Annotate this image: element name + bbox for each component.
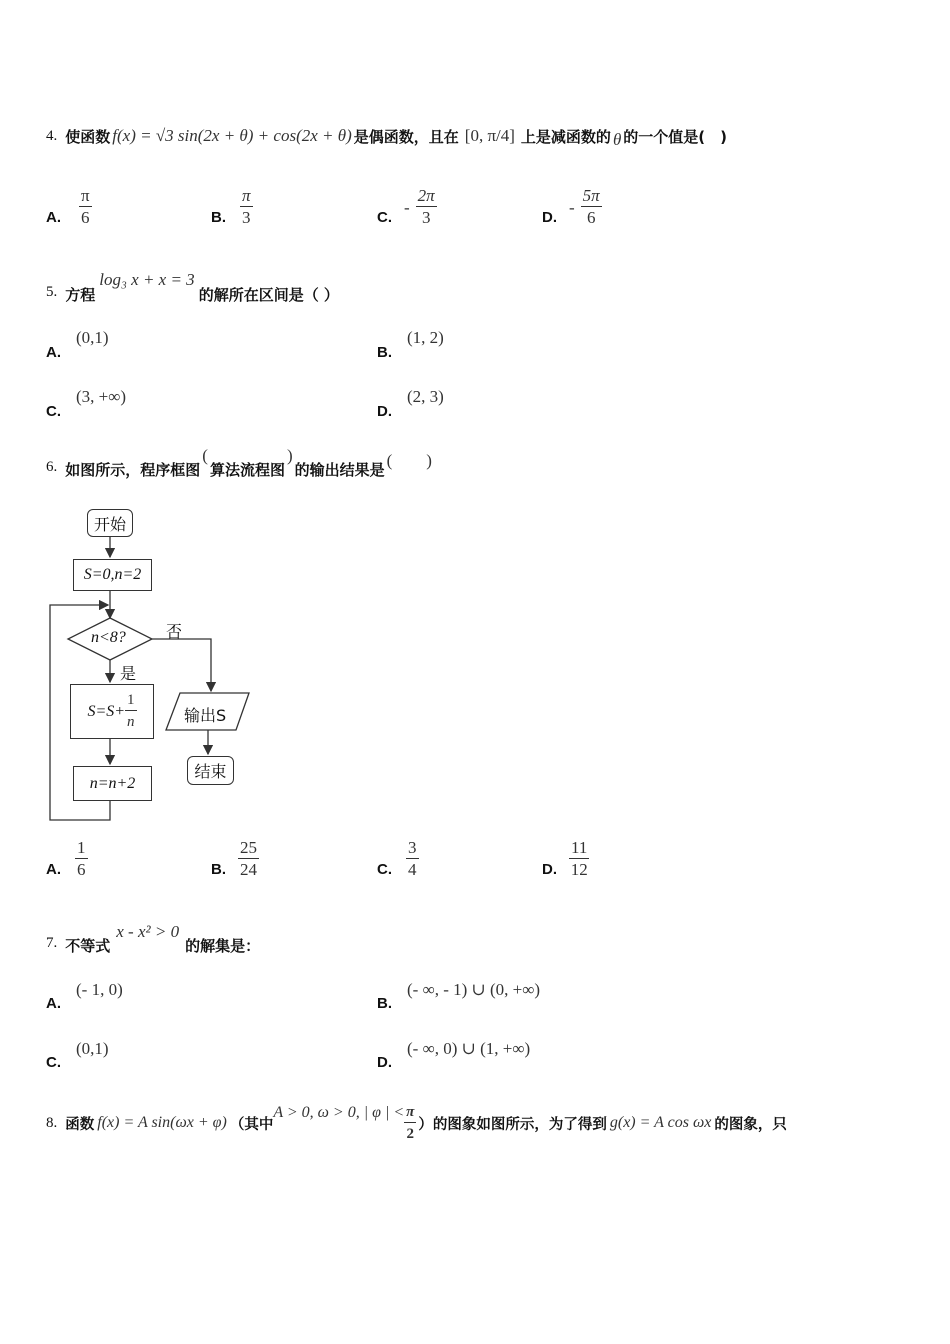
q7-option-c-label: C. [46, 1054, 61, 1071]
q6-option-c-fraction [406, 838, 419, 881]
q7-option-b-value: (- ∞, - 1) ∪ (0, +∞) [407, 980, 541, 999]
q8-function: f(x) = A sin(ωx + φ) [97, 1114, 227, 1131]
q4-function: f(x) = √3 sin(2x + θ) + cos(2x + θ) [112, 126, 352, 145]
q5-number: 5. [46, 284, 58, 300]
q4-option-a[interactable] [46, 186, 92, 229]
q4-text-d: 的一个值是( ) [623, 127, 728, 146]
q7-option-c-value: (0,1) [76, 1039, 109, 1058]
q7-stem [46, 922, 260, 956]
flowchart [0, 500, 300, 830]
q4-option-a-den: 6 [81, 208, 90, 227]
q4-option-d-num: 5π [582, 186, 600, 205]
q5-option-a-label: A. [46, 344, 61, 361]
q6-paren-close: ) [286, 446, 293, 465]
q6-number: 6. [46, 459, 58, 475]
q6-option-a[interactable] [46, 838, 88, 881]
q6-blank: ( ) [386, 451, 432, 470]
q7-number: 7. [46, 935, 58, 951]
q4-theta: θ [612, 130, 622, 149]
q6-option-c-label: C. [377, 861, 392, 878]
q6-option-d[interactable] [542, 838, 589, 881]
q4-option-b-fraction [240, 186, 253, 229]
q6-text-b: 算法流程图 [209, 461, 285, 479]
q6-option-b[interactable] [211, 838, 259, 881]
q7-option-a-label: A. [46, 995, 61, 1012]
q6-option-c-num: 3 [408, 838, 417, 857]
q6-stem [46, 446, 432, 480]
q4-option-c[interactable] [377, 186, 437, 229]
q7-option-a-value: (- 1, 0) [76, 980, 123, 999]
q6-option-b-label: B. [211, 861, 226, 878]
q4-number: 4. [46, 127, 58, 144]
q6-option-d-den: 12 [570, 860, 588, 879]
flowchart-output: 输出S [184, 706, 227, 725]
q8-stem [46, 1100, 787, 1146]
q4-option-c-sign: - [404, 197, 410, 217]
q4-option-a-label: A. [46, 209, 61, 226]
q5-option-a-value: (0,1) [76, 328, 109, 347]
flowchart-update-s [70, 684, 154, 739]
q4-option-c-den: 3 [421, 208, 431, 227]
q6-paren-open: ( [202, 446, 208, 465]
q6-option-c[interactable] [377, 838, 419, 881]
q8-number: 8. [46, 1114, 58, 1131]
q6-option-a-num: 1 [77, 838, 86, 857]
q4-option-c-num: 2π [417, 186, 435, 205]
q4-option-b[interactable] [211, 186, 253, 229]
q6-text-c: 的输出结果是 [294, 461, 385, 479]
q6-option-c-den: 4 [408, 860, 417, 879]
q5-stem [46, 270, 339, 305]
q4-text-c: 上是减函数的 [520, 127, 611, 146]
flowchart-update-s-prefix: S=S+ [87, 702, 126, 720]
flowchart-start: 开始 [87, 509, 133, 537]
flowchart-condition: n<8? [91, 629, 126, 646]
q4-option-d[interactable] [542, 186, 602, 229]
q6-option-d-label: D. [542, 861, 557, 878]
q6-option-a-label: A. [46, 861, 61, 878]
q6-option-d-fraction [569, 838, 589, 881]
q5-equation: log₃ x + x = 3 [99, 270, 195, 289]
flowchart-update-n: n=n+2 [73, 766, 152, 801]
q4-option-c-label: C. [377, 209, 392, 226]
flowchart-update-s-den: n [127, 714, 135, 730]
q4-option-d-den: 6 [586, 208, 596, 227]
q5-option-c-label: C. [46, 403, 61, 420]
q4-option-d-label: D. [542, 209, 557, 226]
q8-condition-fraction [404, 1102, 416, 1145]
q6-option-b-den: 24 [240, 860, 257, 879]
q8-g-function: g(x) = A cos ωx [609, 1114, 712, 1131]
q7-option-d-value: (- ∞, 0) ∪ (1, +∞) [407, 1039, 531, 1058]
q5-option-d-label: D. [377, 403, 392, 420]
q6-option-d-num: 11 [571, 838, 588, 857]
q6-option-b-fraction [238, 838, 259, 881]
flowchart-init: S=0,n=2 [73, 559, 152, 591]
q5-option-b-value: (1, 2) [407, 328, 444, 347]
q8-text-c: ）的图象如图所示，为了得到 [418, 1116, 607, 1133]
q6-text-a: 如图所示，程序框图 [65, 461, 201, 479]
q4-option-c-fraction [416, 186, 437, 229]
q4-option-b-label: B. [211, 209, 226, 226]
q8-condition: A > 0, ω > 0, | φ | < [273, 1104, 405, 1121]
q5-option-c-value: (3, +∞) [76, 387, 127, 406]
q4-option-d-fraction [581, 186, 602, 229]
q4-option-b-den: 3 [242, 208, 251, 227]
flowchart-yes-label: 是 [120, 664, 137, 683]
q4-interval: [0, π/4] [464, 126, 515, 145]
q7-option-d-label: D. [377, 1054, 392, 1071]
q4-option-b-num: π [242, 186, 251, 205]
q7-inequality: x - x² > 0 [116, 922, 180, 941]
q8-text-d: 的图象，只 [714, 1116, 787, 1133]
q7-option-b-label: B. [377, 995, 392, 1012]
q4-stem [46, 118, 727, 154]
q6-option-a-fraction [75, 838, 88, 881]
q6-option-b-num: 25 [240, 838, 257, 857]
q8-condition-num: π [404, 1102, 416, 1123]
q8-text-a: 函数 [65, 1116, 95, 1133]
q4-option-d-sign: - [569, 197, 575, 217]
q4-option-a-fraction [79, 186, 92, 229]
q5-text-a: 方程 [65, 286, 96, 304]
q7-text-b: 的解集是： [185, 937, 261, 955]
q4-text-a: 使函数 [65, 127, 111, 146]
q4-option-a-num: π [81, 186, 90, 205]
flowchart-end: 结束 [187, 756, 234, 785]
flowchart-no-label: 否 [166, 622, 183, 641]
q4-text-b: 是偶函数，且在 [353, 127, 459, 146]
q6-option-a-den: 6 [77, 860, 86, 879]
flowchart-update-s-num: 1 [125, 690, 137, 711]
q5-text-b: 的解所在区间是（ ） [198, 286, 339, 304]
q8-condition-den: 2 [406, 1125, 414, 1142]
flowchart-update-s-fraction [125, 690, 137, 733]
q5-option-b-label: B. [377, 344, 392, 361]
q5-option-d-value: (2, 3) [407, 387, 444, 406]
q8-text-b: （其中 [229, 1116, 274, 1133]
q7-text-a: 不等式 [65, 937, 111, 955]
